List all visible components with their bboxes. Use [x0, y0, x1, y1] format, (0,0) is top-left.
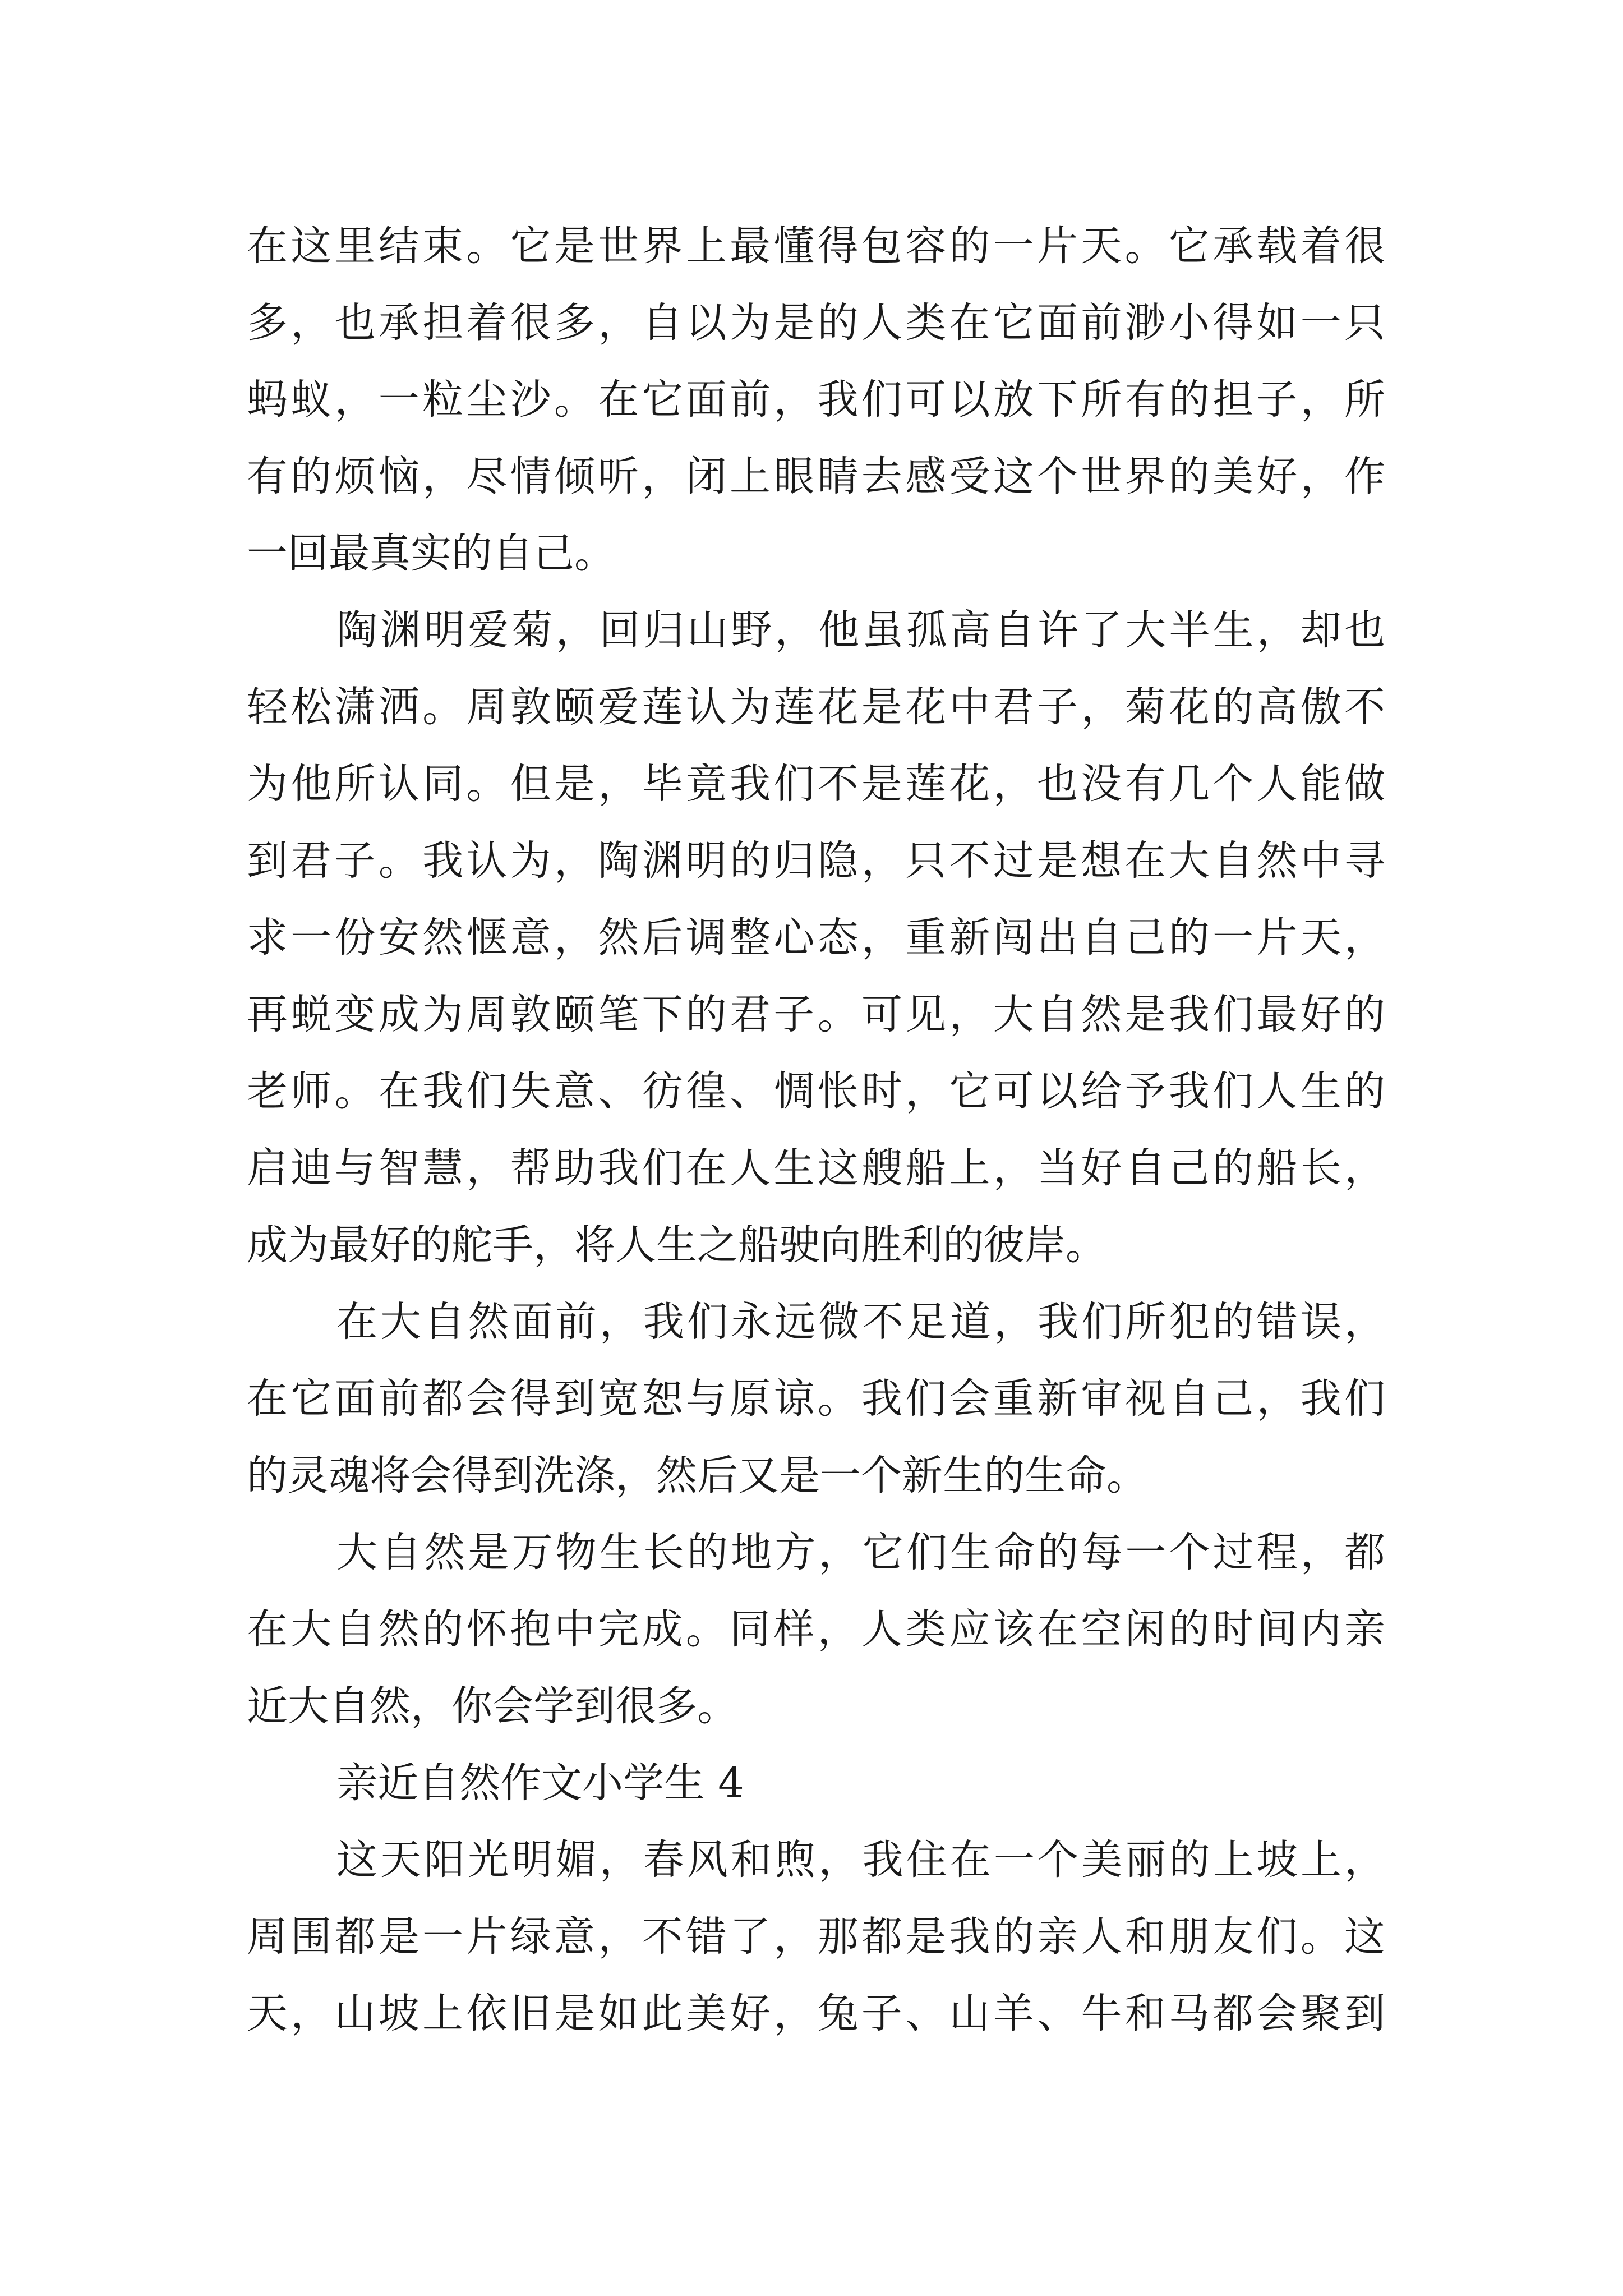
paragraph-line: 陶渊明爱菊，回归山野，他虽孤高自许了大半生，却也 — [336, 606, 1385, 654]
paragraph-line: 为他所认同。但是，毕竟我们不是莲花，也没有几个人能做 — [247, 760, 1385, 808]
paragraph-1 — [247, 208, 1385, 592]
paragraph-line: 求一份安然惬意，然后调整心态，重新闯出自己的一片天， — [247, 914, 1385, 961]
paragraph-line: 再蜕变成为周敦颐笔下的君子。可见，大自然是我们最好的 — [247, 991, 1385, 1038]
paragraph-line: 在大自然的怀抱中完成。同样，人类应该在空闲的时间内亲 — [247, 1605, 1385, 1653]
paragraph-4 — [247, 1514, 1385, 1745]
paragraph-line: 一回最真实的自己。 — [247, 530, 615, 577]
paragraph-line: 的灵魂将会得到洗涤，然后又是一个新生的生命。 — [247, 1452, 1147, 1499]
paragraph-line: 成为最好的舵手，将人生之船驶向胜利的彼岸。 — [247, 1221, 1106, 1269]
paragraph-line: 近大自然，你会学到很多。 — [247, 1682, 738, 1730]
paragraph-line: 老师。在我们失意、彷徨、惆怅时，它可以给予我们人生的 — [247, 1068, 1385, 1115]
paragraph-line: 蚂蚁，一粒尘沙。在它面前，我们可以放下所有的担子，所 — [247, 376, 1385, 424]
document-body — [247, 208, 1385, 2052]
section-heading: 亲近自然作文小学生 4 — [336, 1759, 744, 1807]
paragraph-line: 大自然是万物生长的地方，它们生命的每一个过程，都 — [336, 1529, 1385, 1576]
paragraph-line: 轻松潇洒。周敦颐爱莲认为莲花是花中君子，菊花的高傲不 — [247, 683, 1385, 731]
paragraph-line: 天，山坡上依旧是如此美好，兔子、山羊、牛和马都会聚到 — [247, 1990, 1385, 2037]
paragraph-3 — [247, 1283, 1385, 1514]
paragraph-line: 有的烦恼，尽情倾听，闭上眼睛去感受这个世界的美好，作 — [247, 453, 1385, 500]
paragraph-line: 这天阳光明媚，春风和煦，我住在一个美丽的上坡上， — [336, 1836, 1385, 1884]
paragraph-line: 在这里结束。它是世界上最懂得包容的一片天。它承载着很 — [247, 222, 1385, 270]
paragraph-2 — [247, 592, 1385, 1283]
paragraph-line: 启迪与智慧，帮助我们在人生这艘船上，当好自己的船长， — [247, 1144, 1385, 1192]
paragraph-line: 在大自然面前，我们永远微不足道，我们所犯的错误， — [336, 1298, 1385, 1346]
paragraph-line: 在它面前都会得到宽恕与原谅。我们会重新审视自己，我们 — [247, 1375, 1385, 1423]
paragraph-line: 周围都是一片绿意，不错了，那都是我的亲人和朋友们。这 — [247, 1913, 1385, 1961]
paragraph-line: 多，也承担着很多，自以为是的人类在它面前渺小得如一只 — [247, 299, 1385, 347]
paragraph-line: 到君子。我认为，陶渊明的归隐，只不过是想在大自然中寻 — [247, 837, 1385, 885]
paragraph-5 — [247, 1821, 1385, 2052]
